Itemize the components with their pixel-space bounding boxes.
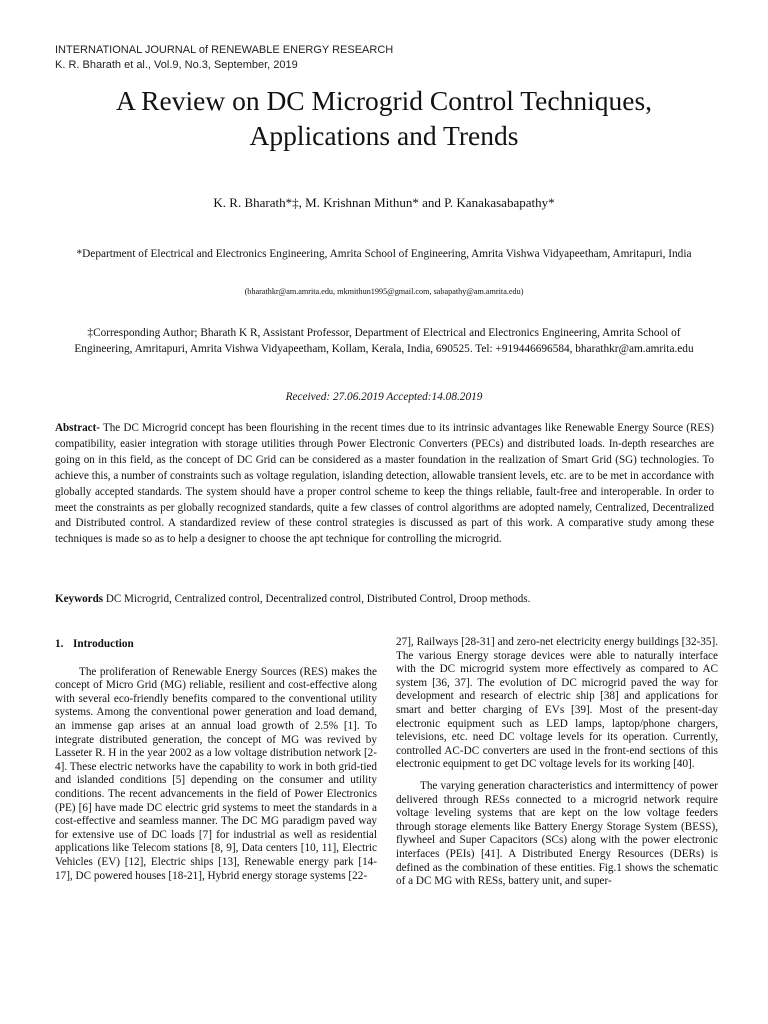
section-number: 1.: [55, 638, 64, 650]
keywords-label: Keywords: [55, 593, 104, 605]
section-heading-introduction: [55, 638, 377, 652]
abstract: [55, 421, 714, 548]
keywords-text: DC Microgrid, Centralized control, Decentralized control, Distributed Control, Droop methods.: [103, 593, 531, 605]
journal-name: INTERNATIONAL JOURNAL of RENEWABLE ENERGY RESEARCH: [55, 44, 394, 56]
intro-paragraph-2: The varying generation characteristics and intermittency of power delivered through RESs connected to a microgrid network require voltage leveling systems that are kept on the low voltage feeders through storage elements like Battery Energy Storage System (BESS), flywheel and Super Capacitors (SCs) along with the power electronic interfaces (PEIs) [41]. A Distributed Energy Resources (DERs) is defined as the combination of these entities. Fig.1 shows the schematic of a DC MG with RESs, battery unit, and super-: [396, 779, 718, 888]
paper-title: [40, 83, 728, 153]
author-emails: (bharathkr@am.amrita.edu, mkmithun1995@gmail.com, sabapathy@am.amrita.edu): [244, 287, 524, 296]
intro-paragraph-1-continued: 27], Railways [28-31] and zero-net electricity energy buildings [32-35]. The various Energy storage devices were able to naturally interface with the DC microgrid system more effectively as compared to AC system [36, 37]. The evolution of DC microgrid paved the way for development and research of electric ship [38] and applications for smart and better charging of EVs [39]. Most of the present-day electronic equipment such as LED lamps, laptop/phone chargers, televisions, etc. need DC voltage levels for its operation. Currently, controlled AC-DC converters are used in the front-end sections of this electronic equipment to get DC voltage levels for its working [40].: [396, 636, 718, 771]
abstract-text: The DC Microgrid concept has been flourishing in the recent times due to its intrinsic advantages like Renewable Energy Source (RES) compatibility, easier integration with storage utilities through Power Electronic Converters (PECs) and distributed loads. In-depth researches are going on in this field, as the concept of DC Grid can be considered as a master foundation in the realization of Smart Grid (SG) technologies. To achieve this, a number of constraints such as voltage regulation, islanding detection, allowable transient levels, etc. are to be met in accordance with globally accepted standards. The system should have a proper control scheme to keep the things reliable, fault-free and interoperable. In order to meet the constraints as per globally recognized standards, quite a few classes of control algorithms are adopted namely, Centralized, Decentralized and Distributed control. A standardized review of these control strategies is discussed as part of this work. A comparative study among these techniques is made so as to help a designer to choose the apt technique for controlling the microgrid.: [55, 422, 714, 546]
section-title: Introduction: [73, 638, 134, 650]
journal-header: [55, 43, 393, 73]
corresponding-author: ‡Corresponding Author; Bharath K R, Assistant Professor, Department of Electrical and Electronics Engineering, Amrita School of Engineering, Amritapuri, Amrita Vishwa Vidyapeetham, Kollam, Kerala, India, 690525. Tel: +919446696584, bharathkr@am.amrita.edu: [74, 327, 694, 355]
received-accepted-dates: Received: 27.06.2019 Accepted:14.08.2019: [285, 391, 483, 403]
right-column: [396, 636, 718, 889]
title-line-2: Applications and Trends: [249, 120, 519, 151]
keywords: [55, 592, 714, 608]
title-line-1: A Review on DC Microgrid Control Techniques,: [115, 85, 653, 116]
intro-paragraph-1: The proliferation of Renewable Energy Sources (RES) makes the concept of Micro Grid (MG) reliable, resilient and cost-effective along with several eco-friendly benefits compared to the conventional utility systems. Among the conventional power generation and load demand, an immense gap arises at an annual load growth of 2.5% [1]. To integrate distributed generation, the concept of MG was revived by Lasseter R. H in the year 2002 as a low voltage distribution network [2-4]. These electric networks have the capability to work in both grid-tied and islanded conditions [5] depending on the consumer and utility conditions. The recent advancements in the field of Power Electronics (PE) [6] have made DC electric grid systems to meet the standards in a cost-effective and seamless manner. The DC MG paradigm paved way for extensive use of DC loads [7] for industrial as well as residential applications like Telecom stations [8, 9], Data centers [10, 11], Electric Vehicles (EV) [12], Electric ships [13], Renewable energy park [14-17], DC powered houses [18-21], Hybrid energy storage systems [22-: [55, 665, 377, 882]
affiliation: *Department of Electrical and Electronics Engineering, Amrita School of Engineering, Amrita Vishwa Vidyapeetham, Amritapuri, India: [76, 248, 692, 260]
abstract-label: Abstract-: [55, 422, 100, 434]
journal-citation: K. R. Bharath et al., Vol.9, No.3, September, 2019: [55, 59, 298, 71]
author-list: K. R. Bharath*‡, M. Krishnan Mithun* and P. Kanakasabapathy*: [213, 195, 555, 210]
left-column: [55, 636, 377, 883]
